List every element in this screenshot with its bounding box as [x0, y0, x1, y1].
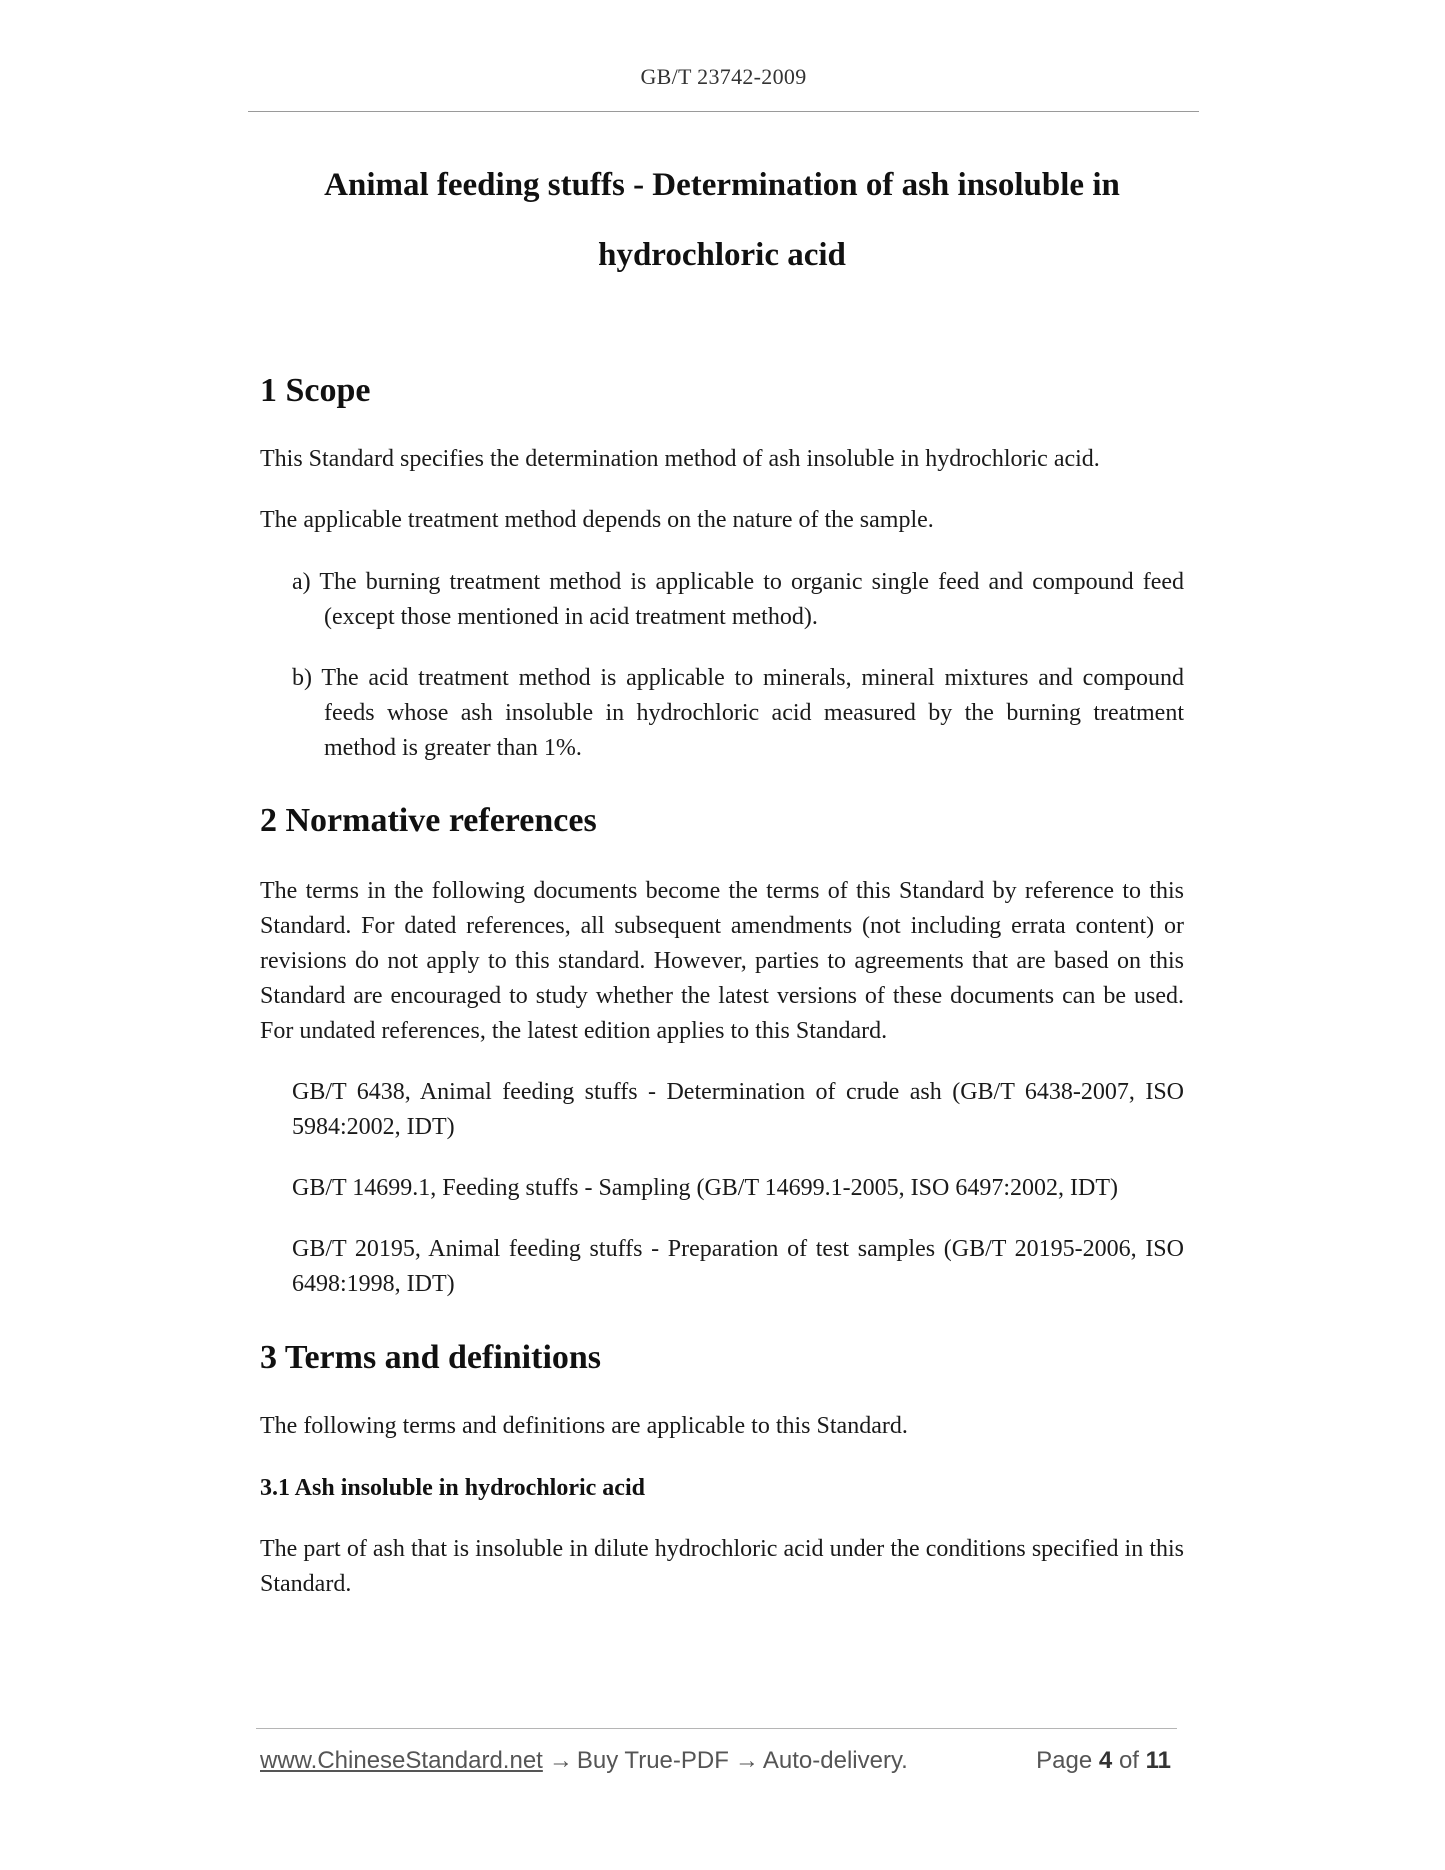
- page-header-code: GB/T 23742-2009: [640, 64, 807, 89]
- normative-reference-3: GB/T 20195, Animal feeding stuffs - Preparation of test samples (GB/T 20195-2006, ISO 6498:1998, IDT): [292, 1236, 1184, 1297]
- footer-delivery-text: Auto-delivery.: [762, 1747, 908, 1774]
- normative-reference-2: GB/T 14699.1, Feeding stuffs - Sampling (GB/T 14699.1-2005, ISO 6497:2002, IDT): [292, 1175, 1118, 1201]
- document-body: [260, 150, 1184, 1602]
- document-title: [260, 150, 1184, 290]
- scope-list-item-b: b) The acid treatment method is applicable to minerals, mineral mixtures and compound feeds whose ash insoluble in hydrochloric acid measured by the burning treatment method is greater than 1%.: [292, 665, 1184, 761]
- normative-reference-1: GB/T 6438, Animal feeding stuffs - Determination of crude ash (GB/T 6438-2007, ISO 5984:2002, IDT): [292, 1079, 1184, 1140]
- subsection-heading-3-1: 3.1 Ash insoluble in hydrochloric acid: [260, 1475, 645, 1501]
- normative-paragraph: The terms in the following documents become the terms of this Standard by reference to this Standard. For dated references, all subsequent amendments (not including errata content) or revisions do not apply to this standard. However, parties to agreements that are based on this Standard are encouraged to study whether the latest versions of these documents can be used. For undated references, the latest edition applies to this Standard.: [260, 878, 1184, 1044]
- section-heading-terms-definitions: 3 Terms and definitions: [260, 1339, 602, 1376]
- document-title-line2: hydrochloric acid: [598, 237, 846, 273]
- document-title-line1: Animal feeding stuffs - Determination of ash insoluble in: [324, 167, 1120, 203]
- section-heading-normative-references: 2 Normative references: [260, 802, 597, 839]
- page-total: 11: [1145, 1747, 1171, 1774]
- page-of-label: of: [1118, 1747, 1139, 1774]
- footer-buy-text: Buy True-PDF: [576, 1747, 729, 1774]
- arrow-right-icon: →: [734, 1747, 759, 1774]
- scope-paragraph-1: This Standard specifies the determination method of ash insoluble in hydrochloric acid.: [260, 446, 1100, 472]
- term-definition-3-1: The part of ash that is insoluble in dilute hydrochloric acid under the conditions specified in this Standard.: [260, 1536, 1184, 1597]
- section-heading-scope: 1 Scope: [260, 372, 371, 409]
- header-divider: [248, 111, 1199, 112]
- terms-paragraph: The following terms and definitions are applicable to this Standard.: [260, 1413, 908, 1439]
- page-current: 4: [1098, 1747, 1113, 1774]
- footer-promo: [260, 1744, 908, 1778]
- footer-website-link[interactable]: www.ChineseStandard.net: [260, 1747, 543, 1774]
- scope-paragraph-2: The applicable treatment method depends on the nature of the sample.: [260, 507, 934, 533]
- page-indicator: [1036, 1744, 1171, 1778]
- footer-divider: [256, 1728, 1177, 1729]
- scope-list-item-a: a) The burning treatment method is applicable to organic single feed and compound feed (except those mentioned in acid treatment method).: [292, 569, 1184, 630]
- arrow-right-icon: →: [548, 1747, 573, 1774]
- page-label: Page: [1036, 1747, 1093, 1774]
